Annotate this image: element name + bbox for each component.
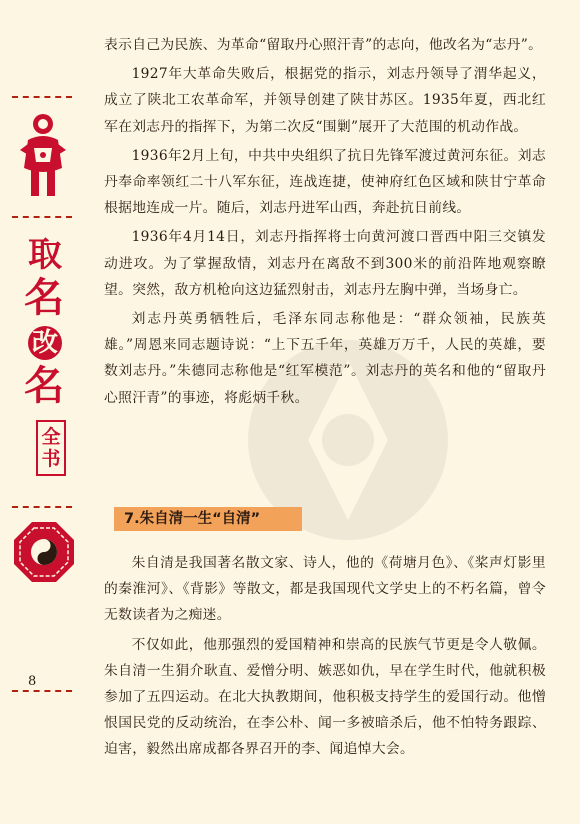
paragraph: 1936年2月上旬，中共中央组织了抗日先锋军渡过黄河东征。刘志丹奉命率领红二十八军东征，连战连捷，使神府红色区域和陕甘宁革命根据地连成一片。随后，刘志丹进军山西，奔赴抗日前线。 [104, 147, 546, 217]
paragraph: 不仅如此，他那强烈的爱国精神和崇高的民族气节更是令人敬佩。朱自清一生狷介耿直、爱憎分明、嫉恶如仇，早在学生时代，他就积极参加了五四运动。在北大执教期间，他积极支持学生的爱国行动。他憎恨国民党的反动统治，在李公朴、闻一多被暗杀后，他不怕特务跟踪、迫害，毅然出席成都各界召开的李、闻追悼大会。 [104, 636, 546, 758]
title-char: 名 [24, 274, 64, 321]
sidebar [0, 0, 90, 824]
main-text-section-2 [104, 550, 546, 766]
sidebar-divider [12, 506, 72, 508]
section-heading: 7.朱自清一生“自清” [114, 507, 302, 531]
main-text-section-1 [104, 32, 546, 414]
paragraph: 表示自己为民族、为革命“留取丹心照汗青”的志向，他改名为“志丹”。 [104, 37, 543, 53]
papercut-figure-icon [14, 110, 72, 206]
title-char: 名 [24, 362, 64, 409]
book-title [14, 235, 74, 409]
sidebar-divider [12, 216, 72, 218]
paragraph: 1936年4月14日，刘志丹指挥将士向黄河渡口晋西中阳三交镇发动进攻。为了掌握敌情，刘志丹在离敌不到300米的前沿阵地观察瞭望。突然，敌方机枪向这边猛烈射击，刘志丹左胸中弹，当场身亡。 [104, 229, 546, 298]
book-subtitle: 全书 [36, 420, 66, 476]
bagua-icon [12, 520, 76, 584]
sidebar-divider [12, 690, 72, 692]
paragraph: 刘志丹英勇牺牲后，毛泽东同志称他是：“群众领袖，民族英雄。”周恩来同志题诗说：“上下五千年，英雄万万千，人民的英雄，要数刘志丹。”朱德同志称他是“红军模范”。刘志丹的英名和他的“留取丹心照汗青”的事迹，将彪炳千秋。 [104, 311, 546, 406]
page-number: 8 [28, 674, 37, 689]
paragraph: 朱自清是我国著名散文家、诗人，他的《荷塘月色》、《桨声灯影里的秦淮河》、《背影》等散文，都是我国现代文学史上的不朽名篇，曾令无数读者为之痴迷。 [104, 555, 546, 624]
title-char: 改 [28, 326, 62, 360]
title-char: 取 [28, 235, 62, 275]
paragraph: 1927年大革命失败后，根据党的指示，刘志丹领导了渭华起义，成立了陕北工农革命军，并领导创建了陕甘苏区。1935年夏，西北红军在刘志丹的指挥下，为第二次反“围剿”展开了大范围的机动作战。 [104, 66, 546, 135]
sidebar-divider [12, 96, 72, 98]
